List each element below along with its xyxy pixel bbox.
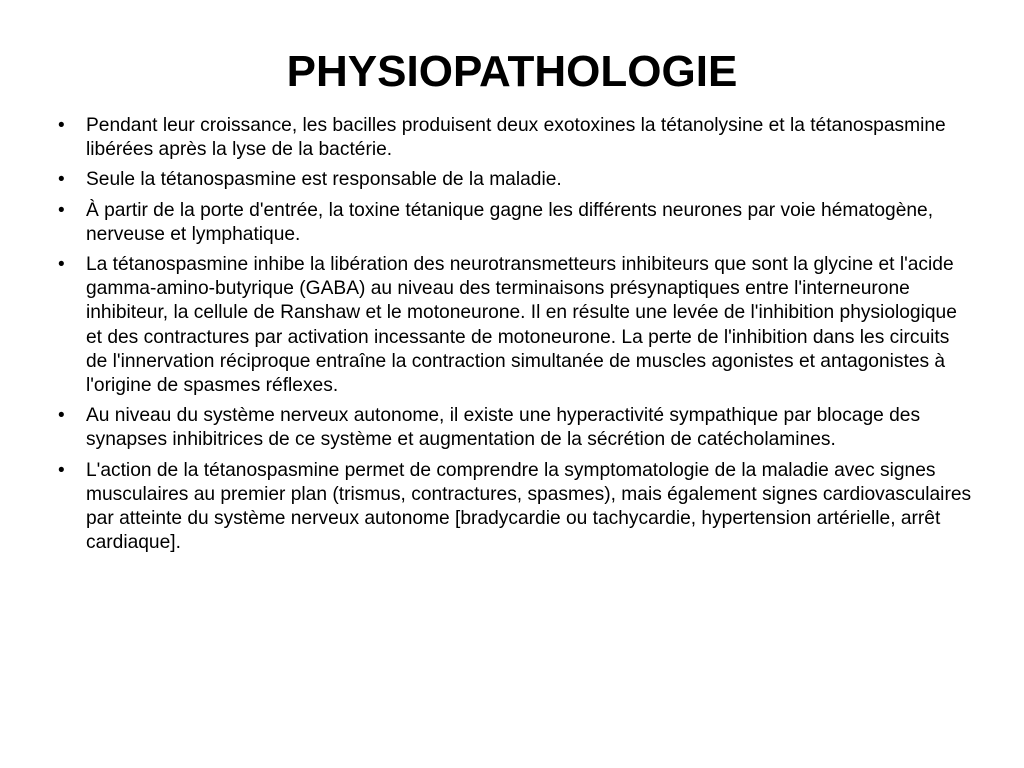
bullet-text: Au niveau du système nerveux autonome, il existe une hyperactivité sympathique par blocage des synapses inhibitrices de ce système et augmentation de la sécrétion de catécholamines. [86,405,921,451]
bullet-dot-icon: • [58,254,65,276]
bullet-dot-icon: • [58,169,65,191]
bullet-item [52,168,972,192]
bullet-text: L'action de la tétanospasmine permet de comprendre la symptomatologie de la maladie avec signes musculaires au premier plan (trismus, contractures, spasmes), mais également signes cardiovasculaires par atteinte du système nerveux autonome [bradycardie ou tachycardie, hypertension artérielle, arrêt cardiaque]. [86,459,972,554]
bullet-dot-icon: • [58,459,65,481]
slide-title: PHYSIOPATHOLOGIE [286,47,738,96]
bullet-list [52,114,972,561]
bullet-dot-icon: • [58,115,65,136]
bullet-item [52,114,972,162]
bullet-item [52,199,972,247]
bullet-item [52,459,972,556]
bullet-item [52,253,972,398]
bullet-dot-icon: • [58,199,65,221]
bullet-text: À partir de la porte d'entrée, la toxine tétanique gagne les différents neurones par voie hématogène, nerveuse et lymphatique. [86,199,934,245]
bullet-text: Pendant leur croissance, les bacilles produisent deux exotoxines la tétanolysine et la tétanospasmine libérées après la lyse de la bactérie. [86,115,946,161]
bullet-dot-icon: • [58,405,65,427]
bullet-text: Seule la tétanospasmine est responsable de la maladie. [86,169,562,191]
bullet-item [52,404,972,452]
bullet-text: La tétanospasmine inhibe la libération des neurotransmetteurs inhibiteurs que sont la glycine et l'acide gamma-amino-butyrique (GABA) au niveau des terminaisons présynaptiques entre l'interneurone inhibiteur, la cellule de Ranshaw et le motoneurone. Il en résulte une levée de l'inhibition physiologique et des contractures par activation incessante de motoneurone. La perte de l'inhibition dans les circuits de l'innervation réciproque entraîne la contraction simultanée de muscles agonistes et antagonistes à l'origine de spasmes réflexes. [86,254,957,397]
